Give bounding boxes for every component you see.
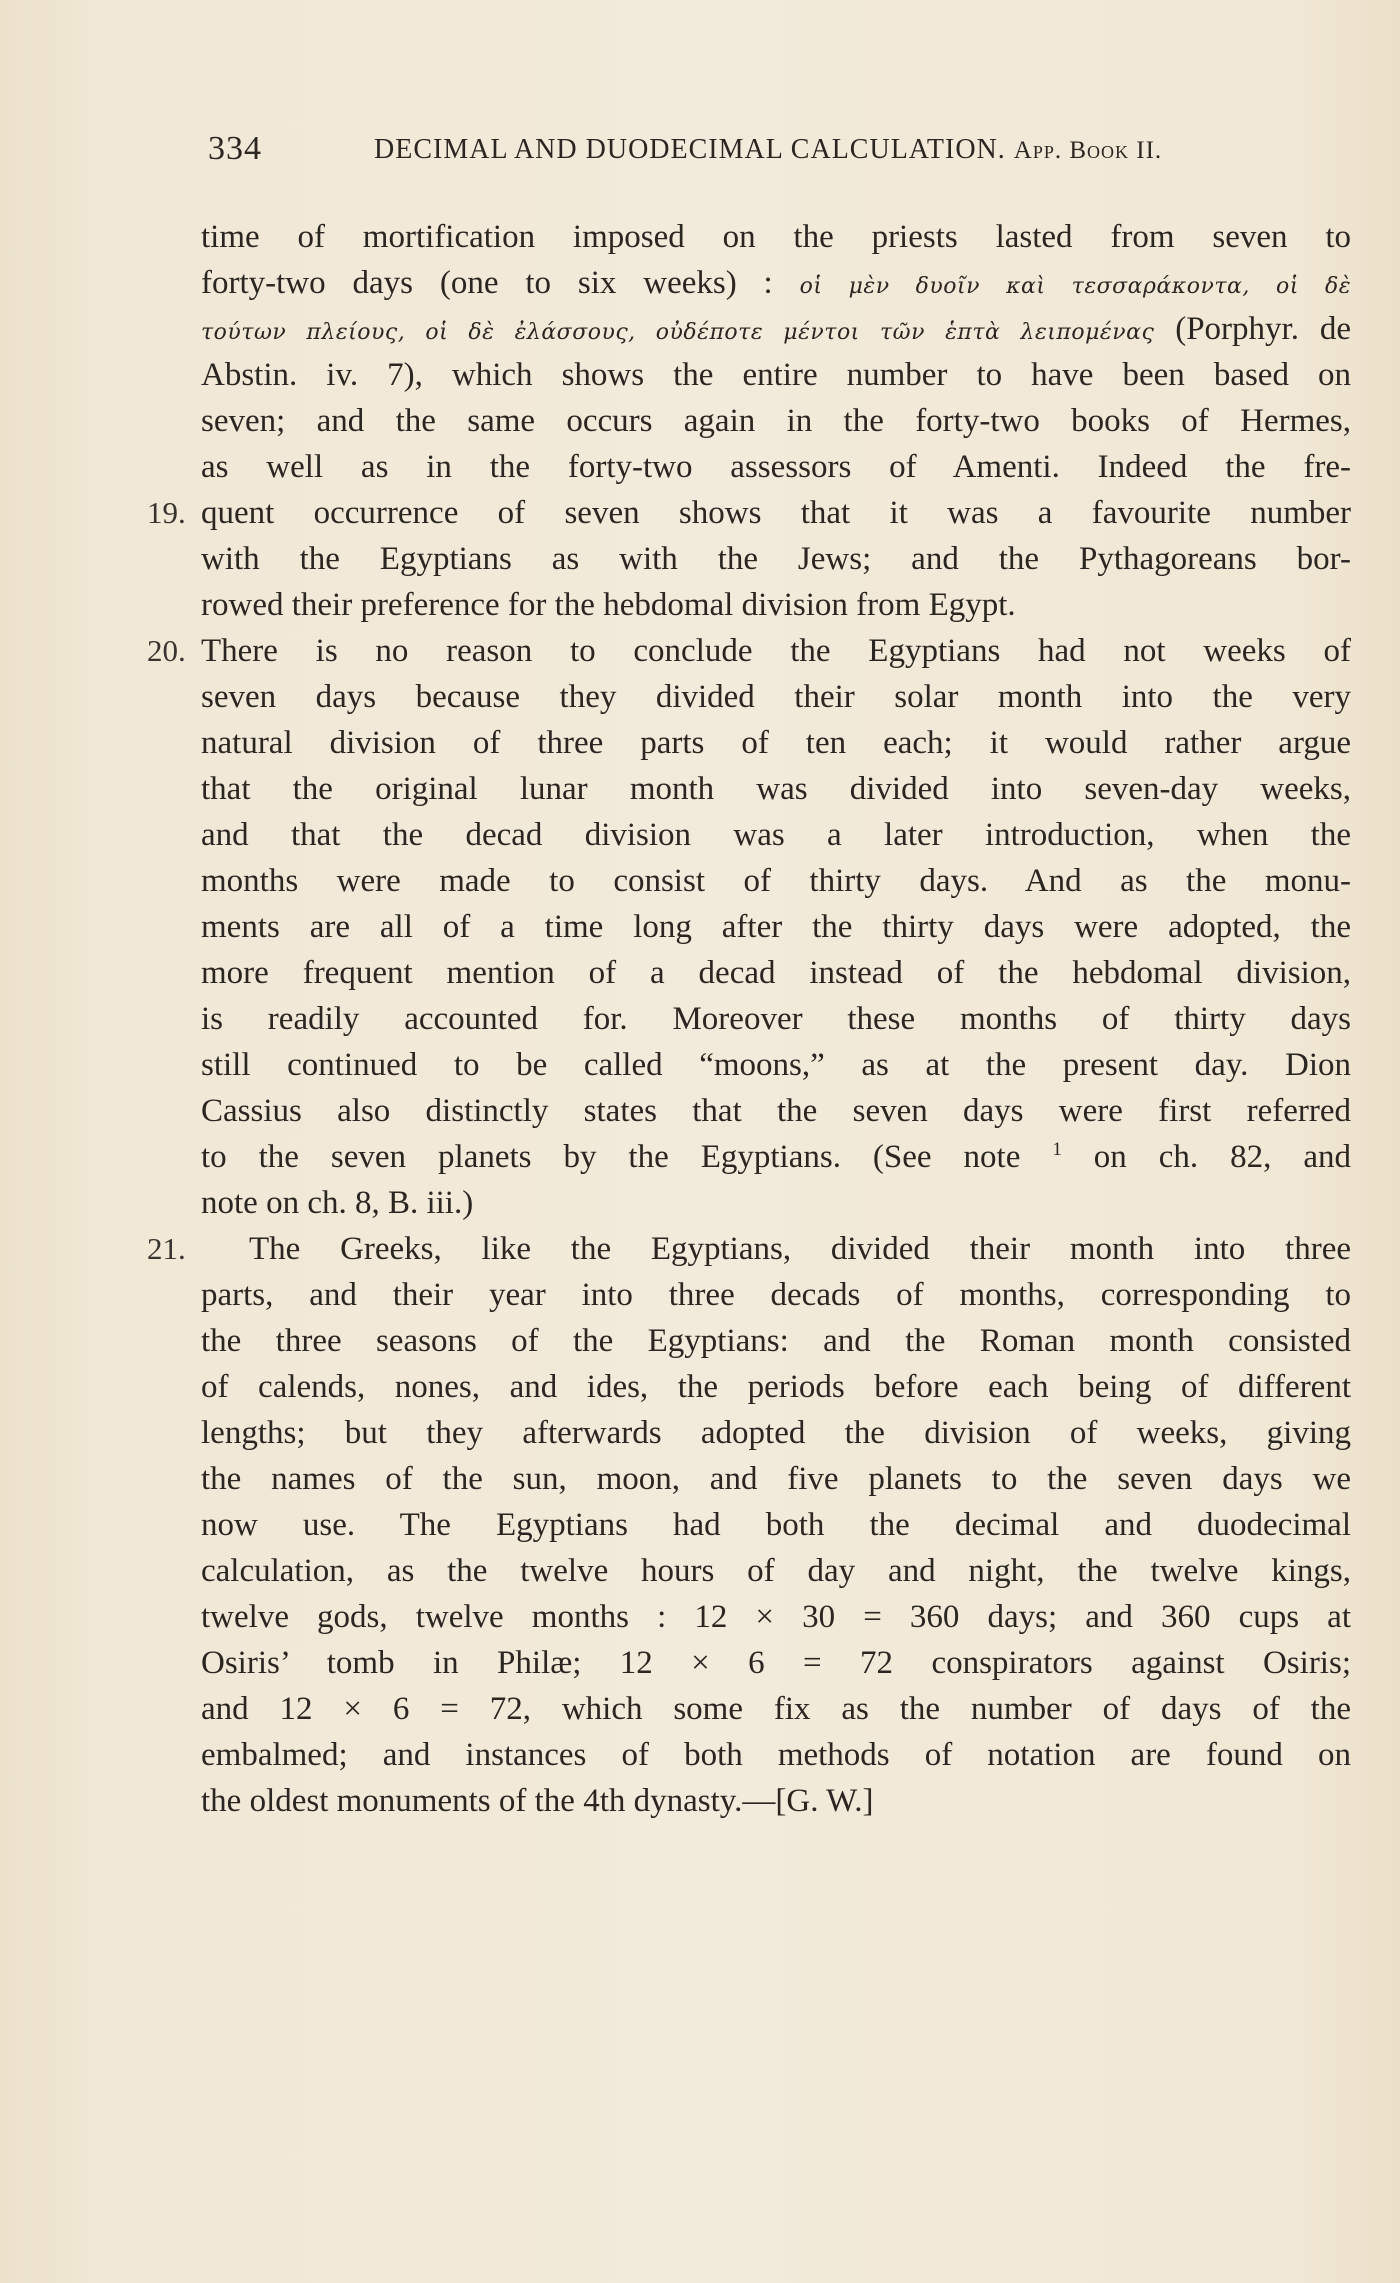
text-line [201,1778,1351,1824]
line-text: seven days because they divided their solar month into the very [201,679,1351,715]
line-text: Abstin. iv. 7), which shows the entire number to have been based on [201,357,1351,393]
text-line [201,1410,1351,1456]
text-line [201,398,1351,444]
paragraph-number: 19. [147,495,186,530]
text-line [201,260,1351,306]
line-text: The Greeks, like the Egyptians, divided their month into three [249,1231,1351,1267]
line-text: lengths; but they afterwards adopted the division of weeks, giving [201,1415,1351,1451]
text-line [201,996,1351,1042]
line-text: quent occurrence of seven shows that it was a favourite number [201,495,1351,531]
page-number: 334 [208,130,262,167]
line-text: rowed their preference for the hebdomal division from Egypt. [201,587,1016,623]
text-line [201,720,1351,766]
paragraph-number: 20. [147,633,186,668]
line-text: the oldest monuments of the 4th dynasty.—[G. W.] [201,1783,874,1819]
text-line [201,444,1351,490]
text-line [201,812,1351,858]
paragraph-number: 21. [147,1231,186,1266]
text-line [201,904,1351,950]
line-text: of calends, nones, and ides, the periods before each being of different [201,1369,1351,1405]
text-line [201,1318,1351,1364]
text-line [201,352,1351,398]
text-line [201,950,1351,996]
line-text: There is no reason to conclude the Egyptians had not weeks of [201,633,1351,669]
section-label: App. Book II. [1013,137,1163,164]
text-line [201,1686,1351,1732]
line-text: time of mortification imposed on the priests lasted from seven to [201,219,1351,255]
line-text: the three seasons of the Egyptians: and the Roman month consisted [201,1323,1351,1359]
text-line [201,1594,1351,1640]
line-text: forty-two days (one to six weeks) : [201,265,773,301]
text-line [201,1502,1351,1548]
page-header [208,128,1360,178]
text-line [201,536,1351,582]
text-line [201,1088,1351,1134]
text-line [201,674,1351,720]
line-text: seven; and the same occurs again in the forty-two books of Hermes, [201,403,1351,439]
line-text: natural division of three parts of ten each; it would rather argue [201,725,1351,761]
line-text: twelve gods, twelve months : 12 × 30 = 360 days; and 360 cups at [201,1599,1351,1635]
line-text: (Porphyr. de [1175,311,1352,347]
text-line [201,1548,1351,1594]
text-line [201,306,1351,352]
line-text: and that the decad division was a later introduction, when the [201,817,1351,853]
line-text: to the seven planets by the Egyptians. (See note [201,1139,1021,1175]
text-line [147,490,1351,536]
line-text: is readily accounted for. Moreover these months of thirty days [201,1001,1351,1037]
text-line [201,1364,1351,1410]
text-line [201,214,1351,260]
text-line [201,1042,1351,1088]
line-text: more frequent mention of a decad instead of the hebdomal division, [201,955,1351,991]
line-text: and 12 × 6 = 72, which some fix as the number of days of the [201,1691,1351,1727]
line-text: months were made to consist of thirty days. And as the monu- [201,863,1351,899]
text-line [201,1272,1351,1318]
greek-quotation: τούτων πλείους, οἱ δὲ ἐλάσσους, οὐδέποτε μέντοι τῶν ἑπτὰ λειπομένας [201,320,1155,345]
footnote-marker: 1 [1052,1139,1062,1160]
line-text: parts, and their year into three decads of months, corresponding to [201,1277,1351,1313]
text-line [201,1456,1351,1502]
line-text: note on ch. 8, B. iii.) [201,1185,474,1221]
line-text: calculation, as the twelve hours of day and night, the twelve kings, [201,1553,1351,1589]
line-text: the names of the sun, moon, and five planets to the seven days we [201,1461,1351,1497]
line-text: now use. The Egyptians had both the decimal and duodecimal [201,1507,1351,1543]
page-body [147,214,1352,1824]
text-line [147,1226,1351,1272]
text-line [201,1180,1351,1226]
greek-quotation: οἱ μὲν δυοῖν καὶ τεσσαράκοντα, οἱ δὲ [799,274,1352,299]
line-text: embalmed; and instances of both methods of notation are found on [201,1737,1351,1773]
line-text: as well as in the forty-two assessors of Amenti. Indeed the fre- [201,449,1351,485]
text-line [201,766,1351,812]
line-text: with the Egyptians as with the Jews; and the Pythagoreans bor- [201,541,1351,577]
text-line [201,582,1351,628]
running-head [374,134,1162,166]
line-text: Osiris’ tomb in Philæ; 12 × 6 = 72 conspirators against Osiris; [201,1645,1351,1681]
text-line [201,1640,1351,1686]
line-text: on ch. 82, and [1093,1139,1351,1175]
text-line [201,1732,1351,1778]
text-line [147,628,1351,674]
line-text: Cassius also distinctly states that the seven days were first referred [201,1093,1351,1129]
text-line [201,858,1351,904]
text-line [201,1134,1351,1180]
line-text: ments are all of a time long after the thirty days were adopted, the [201,909,1351,945]
running-title: DECIMAL AND DUODECIMAL CALCULATION. [374,134,1006,165]
line-text: still continued to be called “moons,” as at the present day. Dion [201,1047,1351,1083]
line-text: that the original lunar month was divided into seven-day weeks, [201,771,1351,807]
